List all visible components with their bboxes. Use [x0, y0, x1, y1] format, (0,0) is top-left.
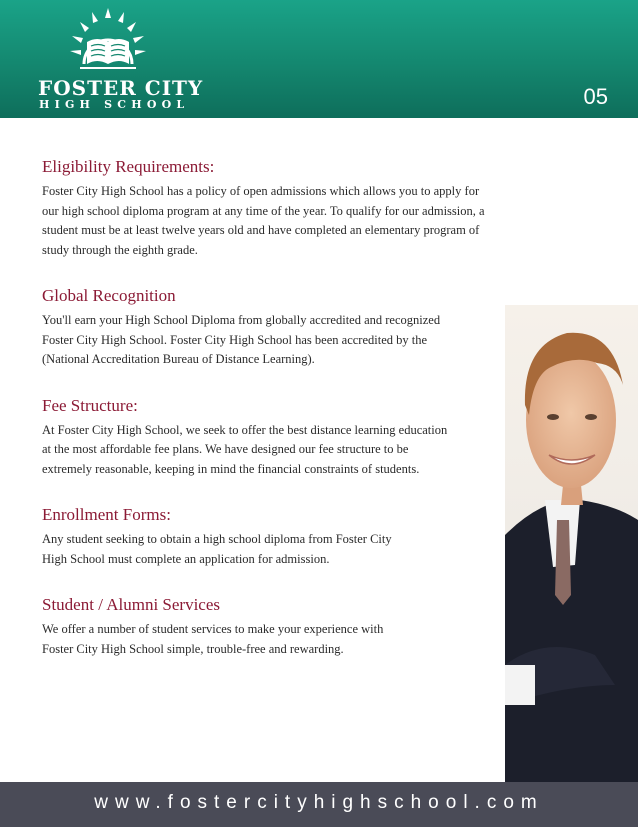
- section-enrollment-forms: [42, 504, 562, 569]
- open-book-sun-icon: [62, 6, 154, 76]
- section-title: Student / Alumni Services: [42, 595, 221, 614]
- logo-subtitle: HIGH SCHOOL: [39, 98, 190, 111]
- section-body: We offer a number of student services to make your experience with Foster City High School simple, trouble-free and rewarding.: [42, 622, 384, 656]
- student-photo: [505, 305, 638, 782]
- page-footer: [0, 782, 638, 827]
- section-title: Fee Structure:: [42, 395, 138, 415]
- section-global-recognition: [42, 285, 562, 370]
- section-student-alumni-services: [42, 594, 562, 659]
- page-number: 05: [583, 84, 608, 109]
- section-eligibility: [42, 156, 562, 260]
- section-body: Foster City High School has a policy of open admissions which allows you to apply for our high school diploma program at any time of the year. To qualify for our admission, a student must be at least twelve years old and have completed an elementary program of study through the eighth grade.: [42, 184, 485, 257]
- section-body: You'll earn your High School Diploma from globally accredited and recognized Foster City High School. Foster City High School has been accredited by the (National Accreditation Bureau of Distance Learning).: [42, 313, 441, 366]
- section-body: Any student seeking to obtain a high school diploma from Foster City High School must complete an application for admission.: [42, 532, 392, 566]
- logo-name: FOSTER CITY: [38, 76, 204, 100]
- section-fee-structure: [42, 395, 562, 480]
- main-content: [42, 156, 562, 684]
- section-title: Enrollment Forms:: [42, 505, 171, 524]
- website-url[interactable]: www.fostercityhighschool.com: [94, 792, 544, 813]
- page-header: [0, 0, 638, 118]
- section-title: Global Recognition: [42, 286, 176, 305]
- section-body: At Foster City High School, we seek to offer the best distance learning education at the most affordable fee plans. We have designed our fee structure to be extremely reasonable, keeping in mind the financial constraints of students.: [42, 422, 448, 476]
- section-title: Eligibility Requirements:: [42, 157, 215, 176]
